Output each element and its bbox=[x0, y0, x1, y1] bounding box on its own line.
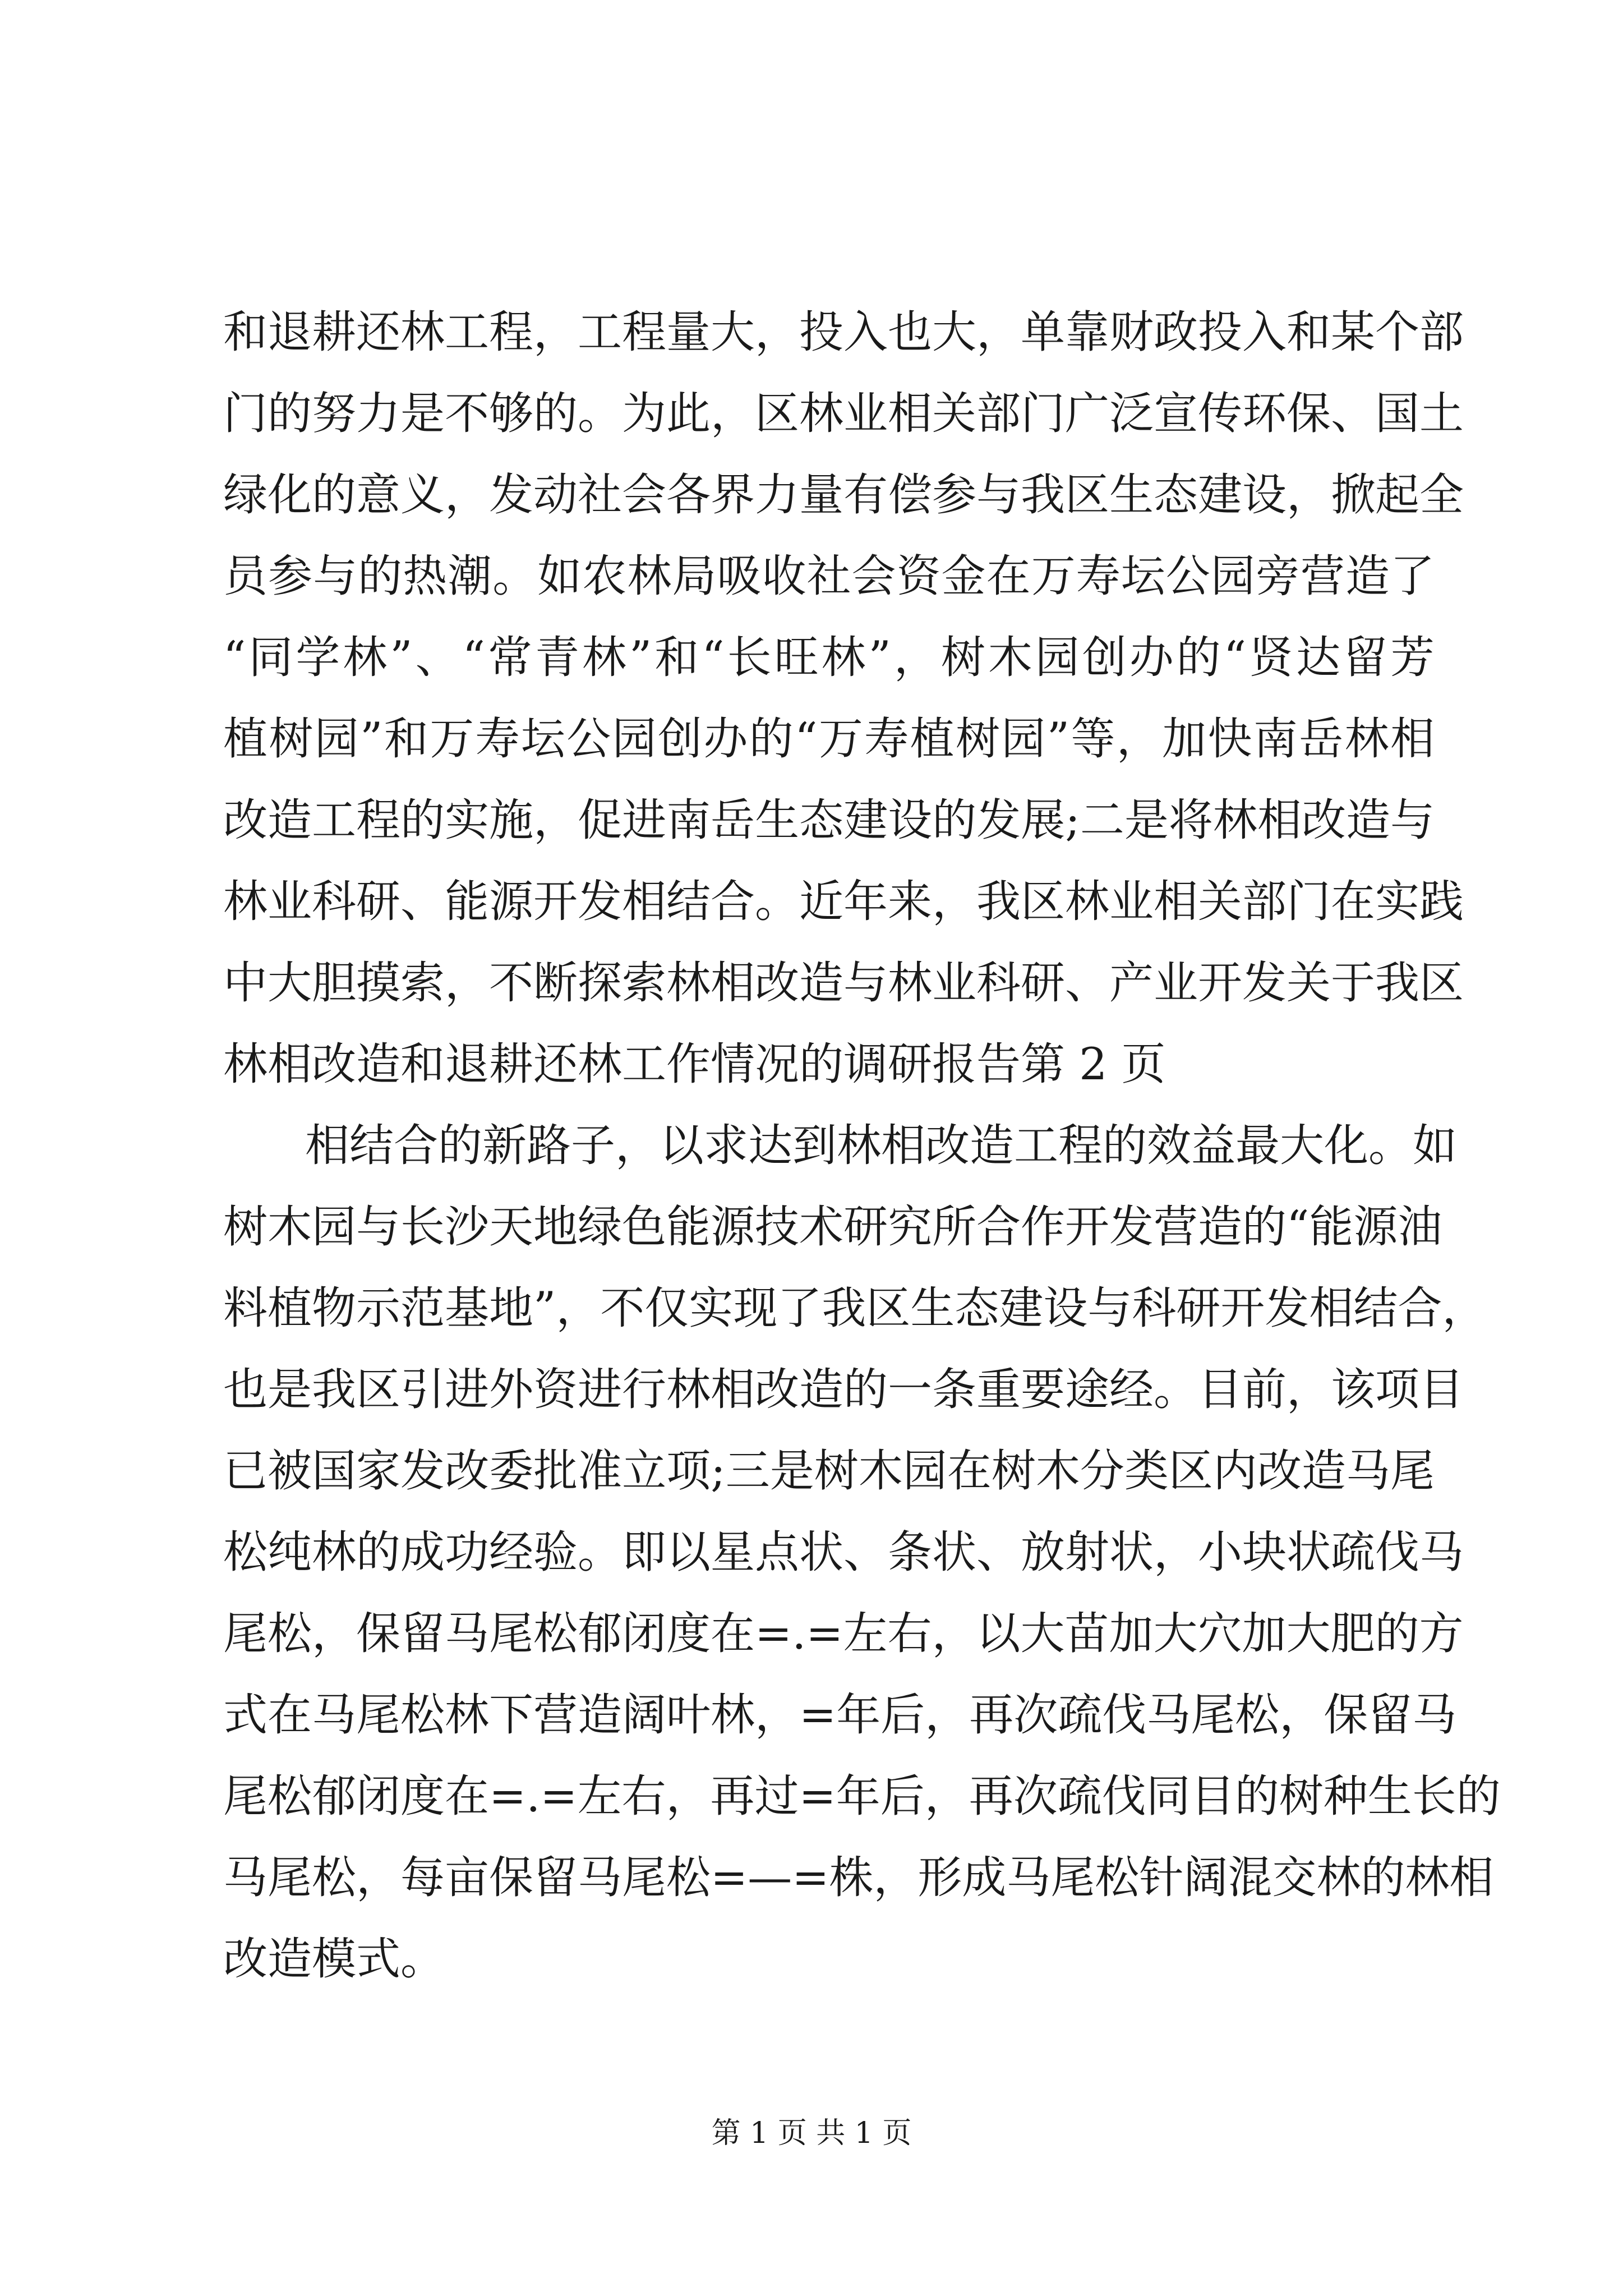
text-line: 松纯林的成功经验。即以星点状、条状、放射状，小块状疏伐马 bbox=[223, 1526, 1464, 1578]
text-line: 门的努力是不够的。为此，区林业相关部门广泛宣传环保、国土 bbox=[223, 388, 1464, 439]
text-line: 料植物示范基地”，不仅实现了我区生态建设与科研开发相结合， bbox=[223, 1282, 1487, 1334]
text-line: 已被国家发改委批准立项;三是树木园在树木分类区内改造马尾 bbox=[223, 1445, 1435, 1497]
page-footer bbox=[0, 2109, 1623, 2151]
text-line: 尾松，保留马尾松郁闭度在=.=左右，以大苗加大穴加大肥的方 bbox=[223, 1608, 1464, 1659]
text-line: 马尾松，每亩保留马尾松=—=株，形成马尾松针阔混交林的林相 bbox=[223, 1852, 1494, 1903]
text-line: 林业科研、能源开发相结合。近年来，我区林业相关部门在实践 bbox=[223, 876, 1464, 927]
text-line: 尾松郁闭度在=.=左右，再过=年后，再次疏伐同目的树种生长的 bbox=[223, 1770, 1501, 1822]
text-line: 和退耕还林工程，工程量大，投入也大，单靠财政投入和某个部 bbox=[223, 306, 1464, 358]
page-number-label: 第 1 页 共 1 页 bbox=[711, 2116, 912, 2150]
text-line: 员参与的热潮。如农林局吸收社会资金在万寿坛公园旁营造了 bbox=[223, 550, 1435, 602]
text-line: 式在马尾松林下营造阔叶林，=年后，再次疏伐马尾松，保留马 bbox=[223, 1689, 1457, 1741]
text-line: 绿化的意义，发动社会各界力量有偿参与我区生态建设，掀起全 bbox=[223, 469, 1464, 521]
text-line: “同学林”、“常青林”和“长旺林”，树木园创办的“贤达留芳 bbox=[223, 632, 1435, 683]
body-text bbox=[223, 292, 1501, 2000]
text-line: 树木园与长沙天地绿色能源技术研究所合作开发营造的“能源油 bbox=[223, 1201, 1442, 1253]
text-line: 林相改造和退耕还林工作情况的调研报告第 2 页 bbox=[223, 1038, 1166, 1090]
text-line: 改造工程的实施，促进南岳生态建设的发展;二是将林相改造与 bbox=[223, 794, 1435, 846]
text-line: 也是我区引进外资进行林相改造的一条重要途经。目前，该项目 bbox=[223, 1364, 1464, 1415]
text-line: 改造模式。 bbox=[223, 1933, 445, 1985]
paragraph-first-line: 相结合的新路子，以求达到林相改造工程的效益最大化。如 bbox=[305, 1120, 1457, 1171]
text-line: 植树园”和万寿坛公园创办的“万寿植树园”等，加快南岳林相 bbox=[223, 713, 1435, 765]
text-line: 中大胆摸索，不断探索林相改造与林业科研、产业开发关于我区 bbox=[223, 957, 1464, 1009]
